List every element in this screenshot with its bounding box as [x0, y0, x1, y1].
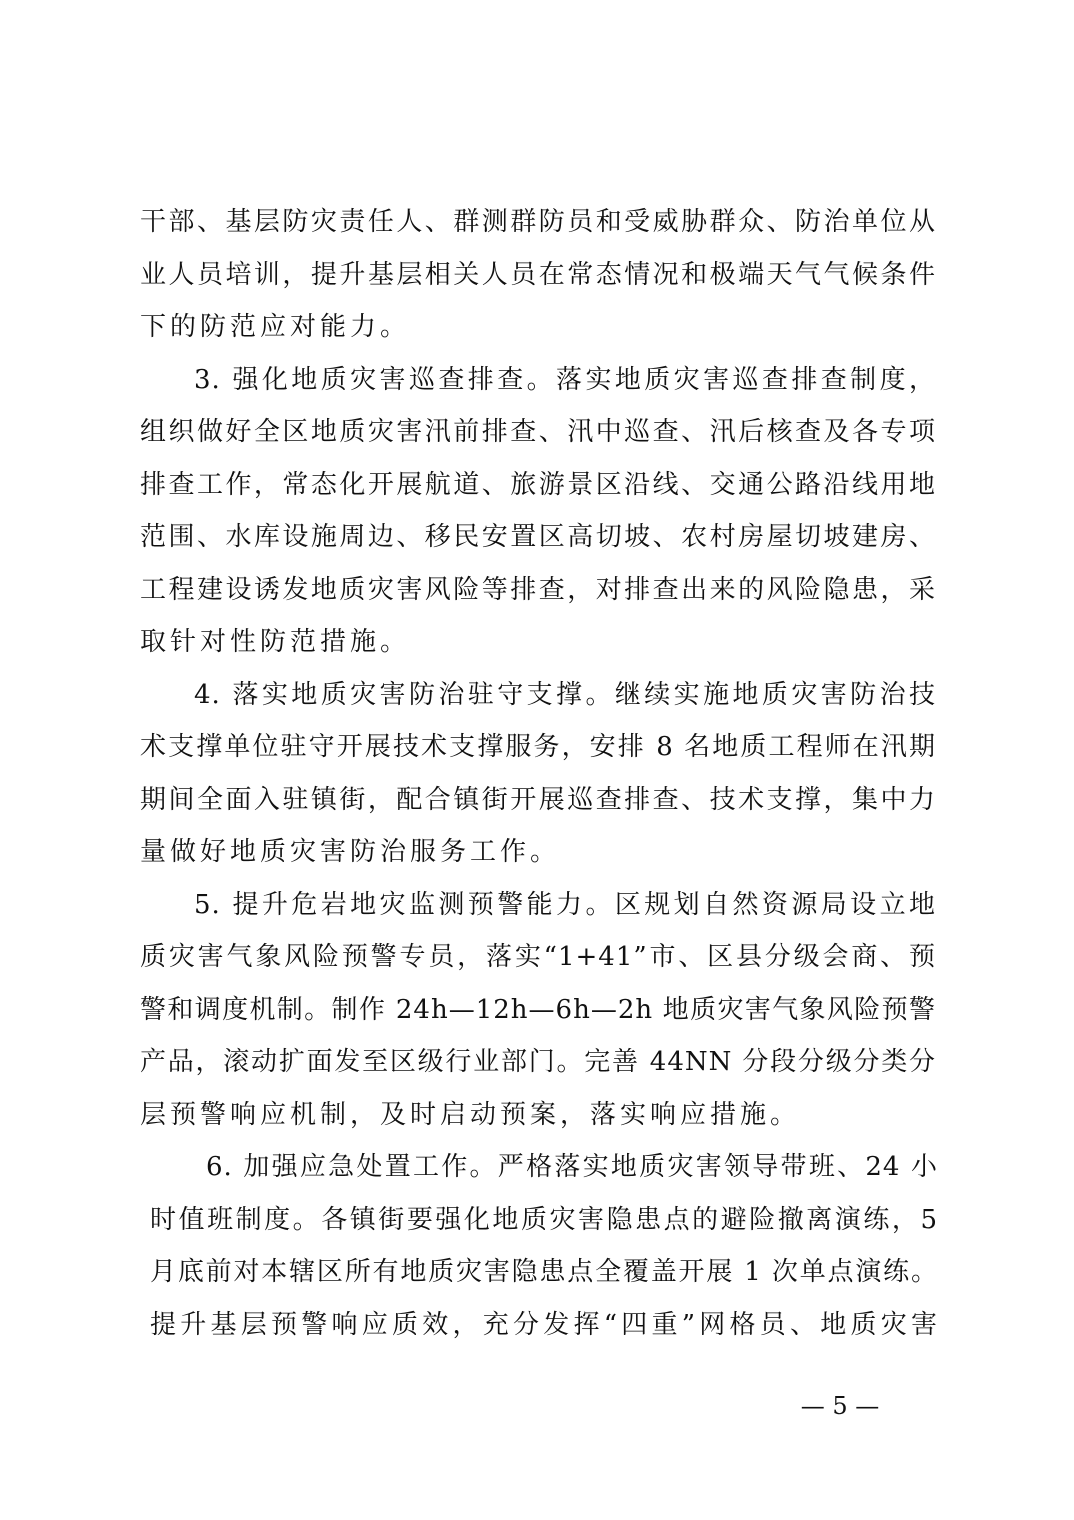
- text-line: 取针对性防范措施。: [140, 627, 411, 657]
- text-line: 产品，滚动扩面发至区级行业部门。完善 44NN 分段分级分类分: [140, 1047, 936, 1077]
- paragraph-heading-3: 3. 强化地质灾害巡查排查。落实地质灾害巡查排查制度，: [194, 365, 936, 395]
- text-line: 工程建设诱发地质灾害风险等排查，对排查出来的风险隐患，采: [140, 575, 936, 605]
- text-line: 业人员培训，提升基层相关人员在常态情况和极端天气气候条件: [140, 260, 936, 290]
- text-line: 下的防范应对能力。: [140, 312, 411, 342]
- text-line: 月底前对本辖区所有地质灾害隐患点全覆盖开展 1 次单点演练。: [150, 1257, 938, 1287]
- text-line: 时值班制度。各镇街要强化地质灾害隐患点的避险撤离演练，5: [150, 1205, 938, 1235]
- paragraph-heading-6: 6. 加强应急处置工作。严格落实地质灾害领导带班、24 小: [206, 1152, 938, 1182]
- paragraph-heading-5: 5. 提升危岩地灾监测预警能力。区规划自然资源局设立地: [194, 890, 936, 920]
- text-line: 质灾害气象风险预警专员，落实“1+41”市、区县分级会商、预: [140, 942, 936, 972]
- text-line: 干部、基层防灾责任人、群测群防员和受威胁群众、防治单位从: [140, 207, 936, 237]
- text-line: 期间全面入驻镇街，配合镇街开展巡查排查、技术支撑，集中力: [140, 785, 936, 815]
- page-number: — 5 —: [800, 1392, 880, 1420]
- text-line: 警和调度机制。制作 24h—12h—6h—2h 地质灾害气象风险预警: [140, 995, 936, 1025]
- text-line: 提升基层预警响应质效，充分发挥“四重”网格员、地质灾害: [150, 1310, 938, 1340]
- text-line: 术支撑单位驻守开展技术支撑服务，安排 8 名地质工程师在汛期: [140, 732, 936, 762]
- paragraph-heading-4: 4. 落实地质灾害防治驻守支撑。继续实施地质灾害防治技: [194, 680, 936, 710]
- text-line: 范围、水库设施周边、移民安置区高切坡、农村房屋切坡建房、: [140, 522, 936, 552]
- text-line: 量做好地质灾害防治服务工作。: [140, 837, 561, 867]
- text-line: 排查工作，常态化开展航道、旅游景区沿线、交通公路沿线用地: [140, 470, 936, 500]
- text-line: 层预警响应机制，及时启动预案，落实响应措施。: [140, 1100, 801, 1130]
- text-line: 组织做好全区地质灾害汛前排查、汛中巡查、汛后核查及各专项: [140, 417, 936, 447]
